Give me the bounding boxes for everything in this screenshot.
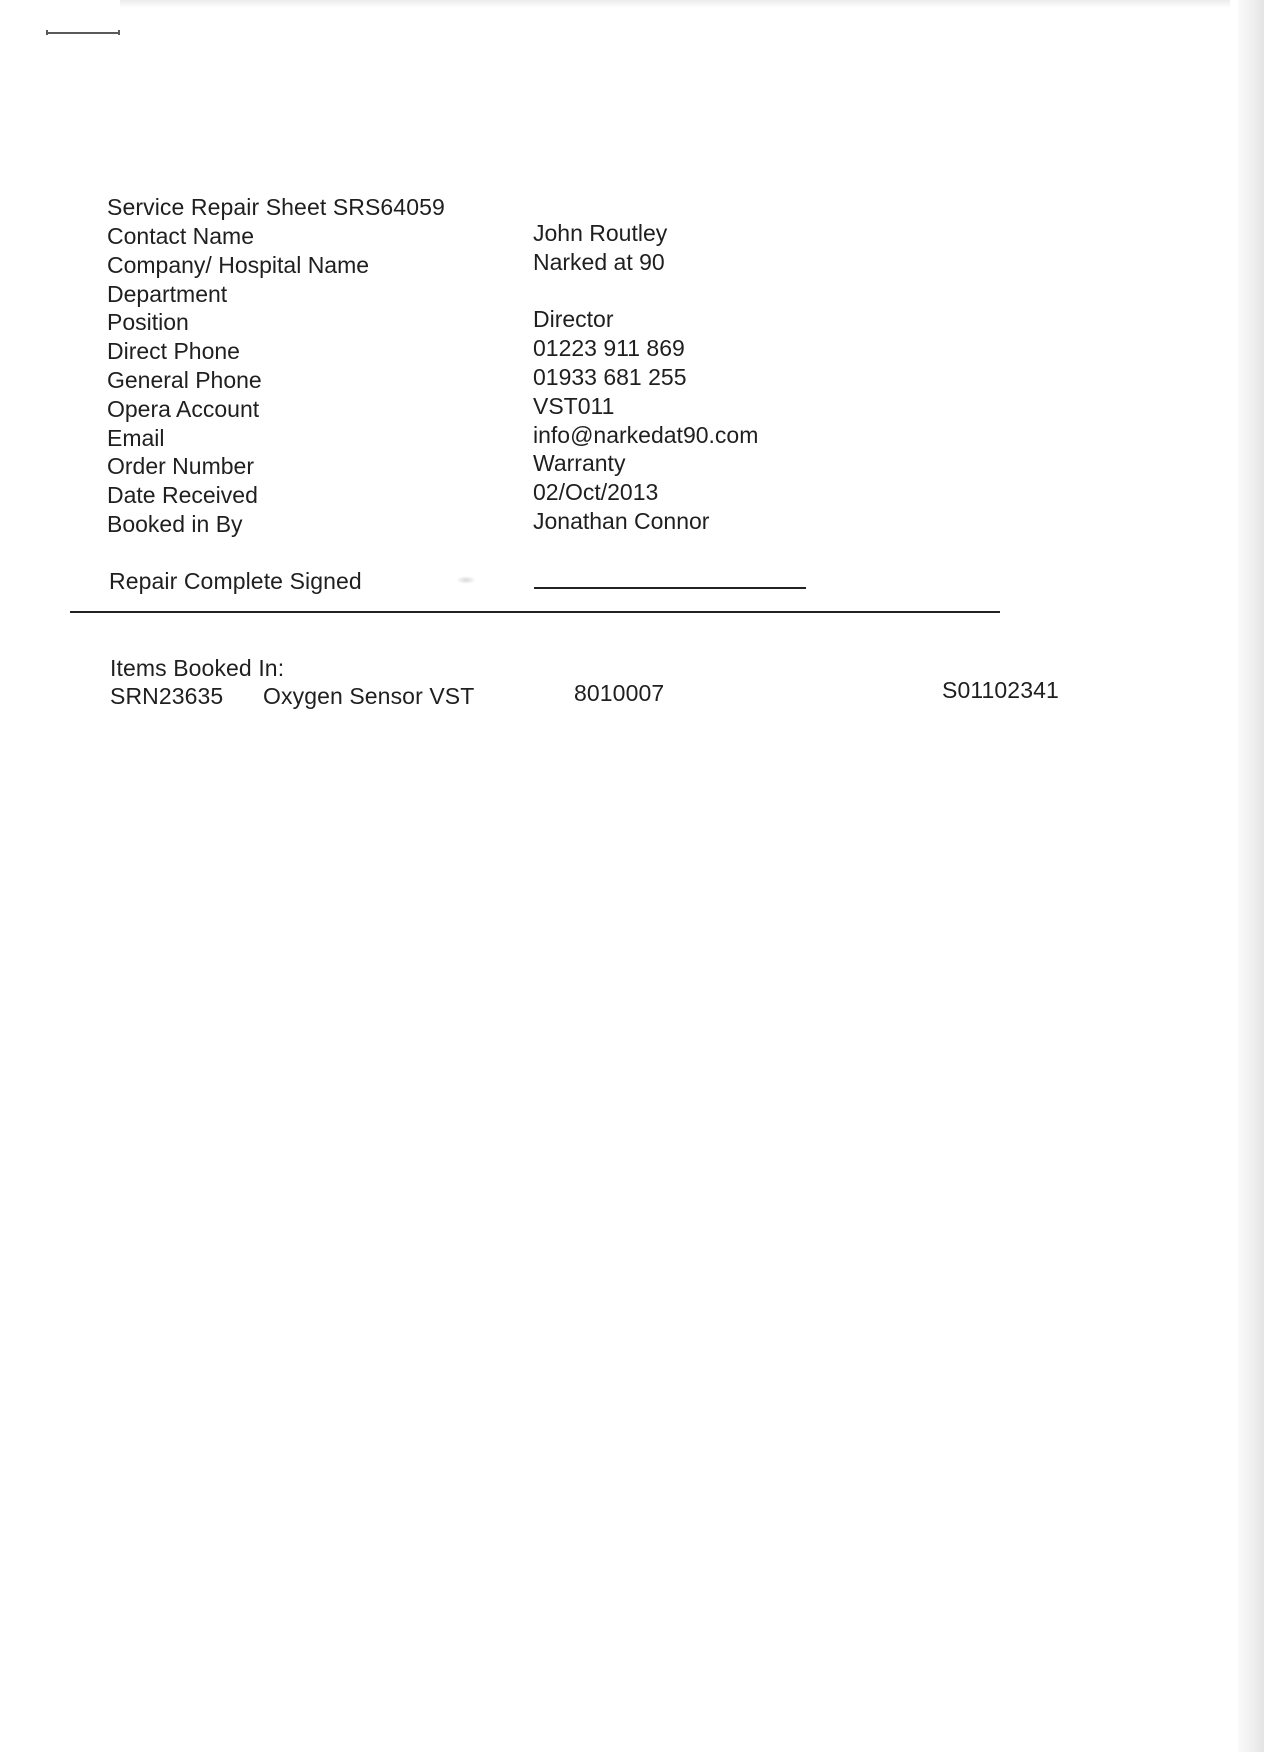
label-opera-account: Opera Account <box>107 395 260 422</box>
repair-complete-signed-label: Repair Complete Signed <box>109 568 362 594</box>
label-booked-in-by: Booked in By <box>107 510 243 537</box>
value-department <box>533 277 758 306</box>
corner-mark <box>46 32 120 34</box>
label-position: Position <box>107 309 189 336</box>
label-date-received: Date Received <box>107 482 258 509</box>
item-srn: SRN23635 <box>110 683 224 709</box>
value-direct-phone: 01223 911 869 <box>533 335 685 362</box>
value-email: info@narkedat90.com <box>533 421 759 448</box>
page-shadow-right <box>1238 0 1264 1752</box>
item-part-number: 8010007 <box>574 680 665 706</box>
value-booked-in-by: Jonathan Connor <box>533 507 710 534</box>
label-direct-phone: Direct Phone <box>107 338 240 365</box>
scan-smudge <box>456 576 476 584</box>
label-contact-name: Contact Name <box>107 223 255 249</box>
label-department: Department <box>107 280 228 307</box>
value-position: Director <box>533 306 614 333</box>
label-email: Email <box>107 424 165 451</box>
item-description: Oxygen Sensor VST <box>263 683 475 709</box>
item-serial: S01102341 <box>942 677 1059 703</box>
label-general-phone: General Phone <box>107 366 262 393</box>
signature-line <box>534 587 806 589</box>
sheet-title: Service Repair Sheet SRS64059 <box>107 194 445 220</box>
value-contact-name: John Routley <box>533 220 668 246</box>
value-general-phone: 01933 681 255 <box>533 363 687 390</box>
value-date-received: 02/Oct/2013 <box>533 479 659 506</box>
field-labels <box>107 222 369 539</box>
label-company: Company/ Hospital Name <box>107 251 370 278</box>
items-booked-in-heading: Items Booked In: <box>110 655 285 681</box>
label-order-number: Order Number <box>107 453 254 480</box>
value-order-number: Warranty <box>533 450 626 477</box>
value-company: Narked at 90 <box>533 248 665 275</box>
section-divider <box>70 611 1000 613</box>
field-values <box>533 219 758 536</box>
value-opera-account: VST011 <box>533 392 615 419</box>
page-shadow-top <box>120 0 1230 8</box>
